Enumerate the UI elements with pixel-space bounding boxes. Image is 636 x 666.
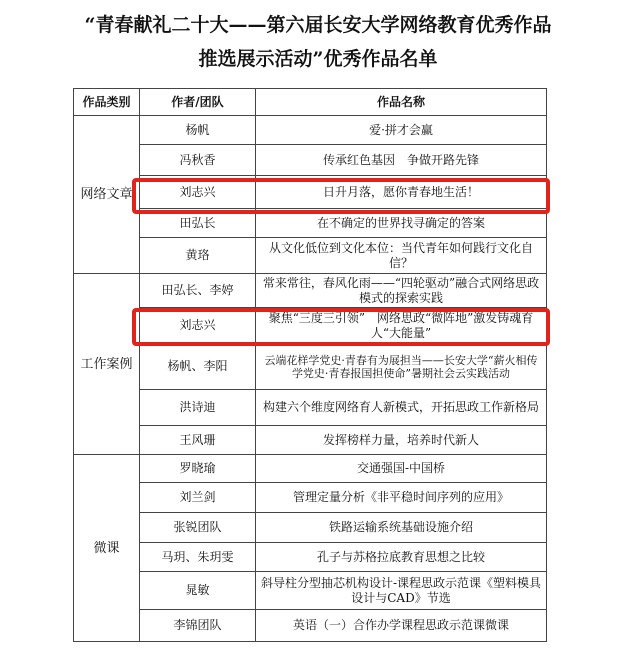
author-cell: 杨帆、李阳: [140, 344, 256, 390]
table-row: [74, 426, 547, 455]
table-row: [74, 572, 547, 610]
header-category: 作品类别: [74, 89, 140, 116]
table-row: [74, 176, 547, 209]
author-cell: 刘兰剑: [140, 483, 256, 513]
table-row: [74, 116, 547, 145]
author-cell: 黄珞: [140, 238, 256, 274]
work-cell: 在不确定的世界找寻确定的答案: [256, 209, 547, 238]
table-row: [74, 209, 547, 238]
author-cell: 冯秋香: [140, 145, 256, 176]
author-cell: 张锐团队: [140, 513, 256, 543]
work-cell: 孔子与苏格拉底教育思想之比较: [256, 543, 547, 572]
author-cell: 王风珊: [140, 426, 256, 455]
table-row: [74, 238, 547, 274]
work-cell: 日升月落，愿你青春地生活！: [256, 176, 547, 209]
header-work: 作品名称: [256, 89, 547, 116]
author-cell: 洪诗迪: [140, 390, 256, 426]
work-cell: 爱·拼才会赢: [256, 116, 547, 145]
table-row: [74, 455, 547, 483]
work-cell: 管理定量分析《非平稳时间序列的应用》: [256, 483, 547, 513]
table-row: [74, 543, 547, 572]
table-row: [74, 274, 547, 308]
author-cell: 罗晓瑜: [140, 455, 256, 483]
author-cell: 李锦团队: [140, 610, 256, 642]
table-row: [74, 344, 547, 390]
work-cell: 传承红色基因 争做开路先锋: [256, 145, 547, 176]
table-row: [74, 390, 547, 426]
work-cell: 从文化低位到文化本位：当代青年如何践行文化自信？: [256, 238, 547, 274]
work-cell: 铁路运输系统基础设施介绍: [256, 513, 547, 543]
award-list-table: [73, 88, 547, 642]
author-cell: 田弘长: [140, 209, 256, 238]
table-row: [74, 145, 547, 176]
author-cell: 杨帆: [140, 116, 256, 145]
table-row: [74, 610, 547, 642]
work-cell: 云端花样学党史·青春有为展担当——长安大学“薪火相传学党史·青春报国担使命”暑期社会云实践活动: [256, 344, 547, 390]
work-cell: 常来常往，春风化雨——“四轮驱动”融合式网络思政模式的探索实践: [256, 274, 547, 308]
work-cell: 交通强国-中国桥: [256, 455, 547, 483]
category-cell: 网络文章: [74, 116, 140, 274]
author-cell: 晁敏: [140, 572, 256, 610]
work-cell: 斜导柱分型抽芯机构设计-课程思政示范课《塑料模具设计与CAD》节选: [256, 572, 547, 610]
table-row: [74, 308, 547, 344]
work-cell: 发挥榜样力量，培养时代新人: [256, 426, 547, 455]
author-cell: 刘志兴: [140, 176, 256, 209]
header-author: 作者/团队: [140, 89, 256, 116]
category-cell: 微课: [74, 455, 140, 642]
work-cell: 英语（一）合作办学课程思政示范课微课: [256, 610, 547, 642]
work-cell: 聚焦“三度三引领” 网络思政“微阵地”激发铸魂育人“大能量”: [256, 308, 547, 344]
table-row: [74, 513, 547, 543]
author-cell: 田弘长、李婷: [140, 274, 256, 308]
work-cell: 构建六个维度网络育人新模式，开拓思政工作新格局: [256, 390, 547, 426]
table-row: [74, 483, 547, 513]
author-cell: 刘志兴: [140, 308, 256, 344]
table-header-row: [74, 89, 547, 116]
document-title-line-2: 推选展示活动”优秀作品名单: [198, 48, 438, 70]
category-cell: 工作案例: [74, 274, 140, 455]
author-cell: 马玥、朱玥雯: [140, 543, 256, 572]
document-title-line-1: “青春献礼二十大——第六届长安大学网络教育优秀作品: [84, 14, 552, 36]
